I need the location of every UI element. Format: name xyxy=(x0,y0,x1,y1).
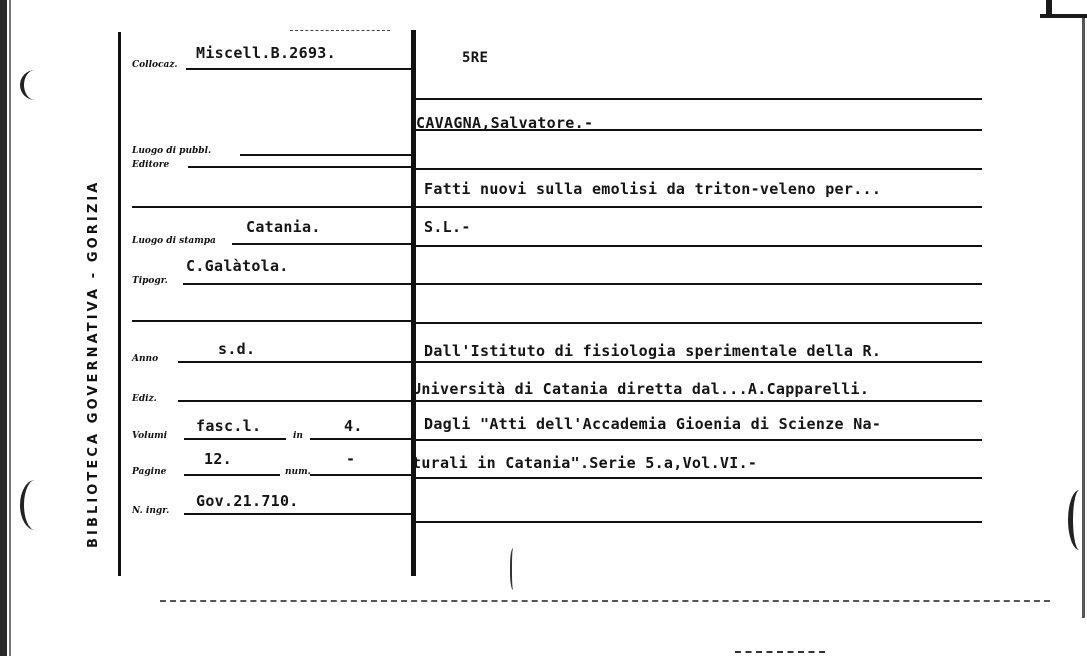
value-n-ingr: Gov.21.710. xyxy=(196,492,299,510)
card-number: 5RE xyxy=(462,50,489,66)
rline-1 xyxy=(416,98,982,100)
line-luogo-stampa xyxy=(232,243,412,245)
center-divider-line xyxy=(411,30,416,576)
value-anno: s.d. xyxy=(218,340,256,358)
line-in xyxy=(310,438,412,440)
left-scan-edge xyxy=(0,0,7,656)
label-in: in xyxy=(293,431,303,441)
line-volumi xyxy=(184,438,286,440)
label-luogo-pubbl: Luogo di pubbl. xyxy=(132,146,212,156)
label-pagine: Pagine xyxy=(132,467,167,477)
value-volumi: fasc.l. xyxy=(196,417,262,435)
scan-mark-1 xyxy=(510,548,518,590)
label-luogo-stampa: Luogo di stampa xyxy=(132,236,216,246)
value-collocazione: Miscell.B.2693. xyxy=(196,44,336,62)
entry-title: Fatti nuovi sulla emolisi da triton-veleno per... xyxy=(424,180,882,198)
value-tipografia: C.Galàtola. xyxy=(186,257,289,275)
scan-mark-3 xyxy=(20,480,50,530)
entry-note-2: Università di Catania diretta dal...A.Capparelli. xyxy=(412,380,870,398)
value-in: 4. xyxy=(344,417,363,435)
rline-8 xyxy=(416,361,982,363)
line-luogo-pubbl xyxy=(240,154,412,156)
line-n-ingr xyxy=(184,513,412,515)
label-tipografia: Tipogr. xyxy=(132,276,168,286)
top-right-bar xyxy=(1040,14,1087,18)
left-frame-line xyxy=(118,32,121,576)
rline-5 xyxy=(416,245,982,247)
left-scan-edge-inner xyxy=(9,0,11,656)
label-anno: Anno xyxy=(132,354,159,364)
line-tipografia xyxy=(183,283,412,285)
line-ediz xyxy=(178,400,412,402)
entry-note-3: Dagli "Atti dell'Accademia Gioenia di Scienze Na- xyxy=(424,415,882,433)
line-anno xyxy=(178,361,412,363)
rline-3 xyxy=(416,168,982,170)
top-dash-artifact xyxy=(290,30,390,31)
rline-10 xyxy=(416,439,982,441)
scan-mark-4 xyxy=(1068,490,1087,550)
rline-4 xyxy=(416,206,982,208)
entry-note-4: turali in Catania".Serie 5.a,Vol.VI.- xyxy=(412,454,758,472)
line-editore xyxy=(188,166,412,168)
rline-11 xyxy=(416,477,982,479)
value-pagine: 12. xyxy=(204,450,232,468)
label-collocazione: Collocaz. xyxy=(132,60,178,70)
label-ediz: Ediz. xyxy=(132,394,157,404)
label-n-ingr: N. ingr. xyxy=(132,506,170,516)
value-luogo-stampa: Catania. xyxy=(246,218,321,236)
entry-note-1: Dall'Istituto di fisiologia sperimentale della R. xyxy=(424,342,882,360)
label-editore: Editore xyxy=(132,160,170,170)
entry-author: CAVAGNA,Salvatore.- xyxy=(416,114,594,132)
bottom-dash-artifact xyxy=(160,600,1050,602)
line-pagine xyxy=(184,474,280,476)
line-blank-1 xyxy=(132,206,412,208)
rline-6 xyxy=(416,283,982,285)
bottom-right-artifact xyxy=(735,651,825,653)
label-num: num. xyxy=(285,467,311,477)
rline-7 xyxy=(416,322,982,324)
library-vertical-title: BIBLIOTECA GOVERNATIVA - GORIZIA xyxy=(86,179,101,548)
rline-12 xyxy=(416,521,982,523)
rline-9 xyxy=(416,400,982,402)
label-volumi: Volumi xyxy=(132,431,168,441)
line-num xyxy=(310,474,412,476)
line-blank-2 xyxy=(132,320,412,322)
scan-mark-2 xyxy=(20,70,50,100)
line-collocazione xyxy=(186,68,414,70)
entry-sl: S.L.- xyxy=(424,218,471,236)
value-num: - xyxy=(346,450,356,468)
